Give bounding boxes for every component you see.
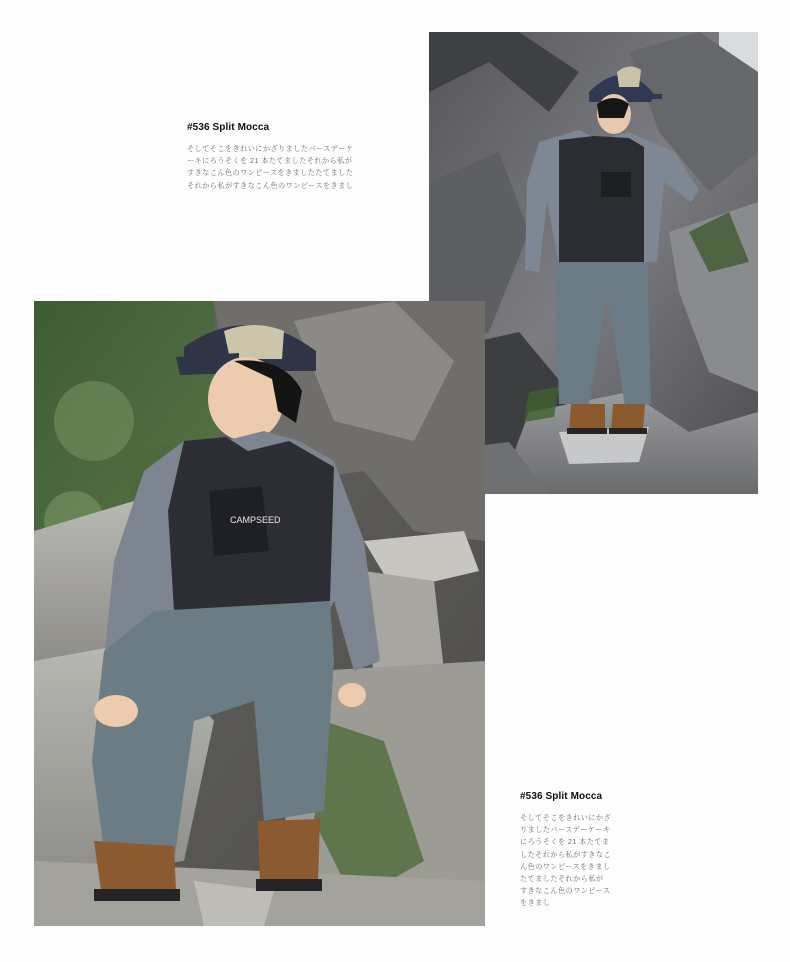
caption-bottom bbox=[520, 791, 630, 910]
caption-top-title: #536 Split Mocca bbox=[187, 122, 270, 133]
caption-bottom-title: #536 Split Mocca bbox=[520, 791, 603, 802]
caption-top-body: そしてそこをきれいにかざりましたバースデーケ ーキにろうそくを 21 本たてましたそれから私が すきなこん色のワンピースをきましたたてました それから私がすきなこん色のワンピースをきまし bbox=[187, 144, 354, 190]
caption-bottom-body: そしてそこをきれいにかざ りましたバースデーケーキ にろうそくを 21 本たてま したそれから私がすきなこ ん色のワンピースをきまし たてましたそれから私が すきなこん色のワンピース をきまし bbox=[520, 813, 612, 908]
product-photo-sitting bbox=[34, 301, 485, 926]
sitting-child-illustration bbox=[34, 301, 485, 926]
vest-logo-text: CAMPSEED bbox=[230, 515, 281, 525]
caption-top bbox=[187, 122, 377, 192]
